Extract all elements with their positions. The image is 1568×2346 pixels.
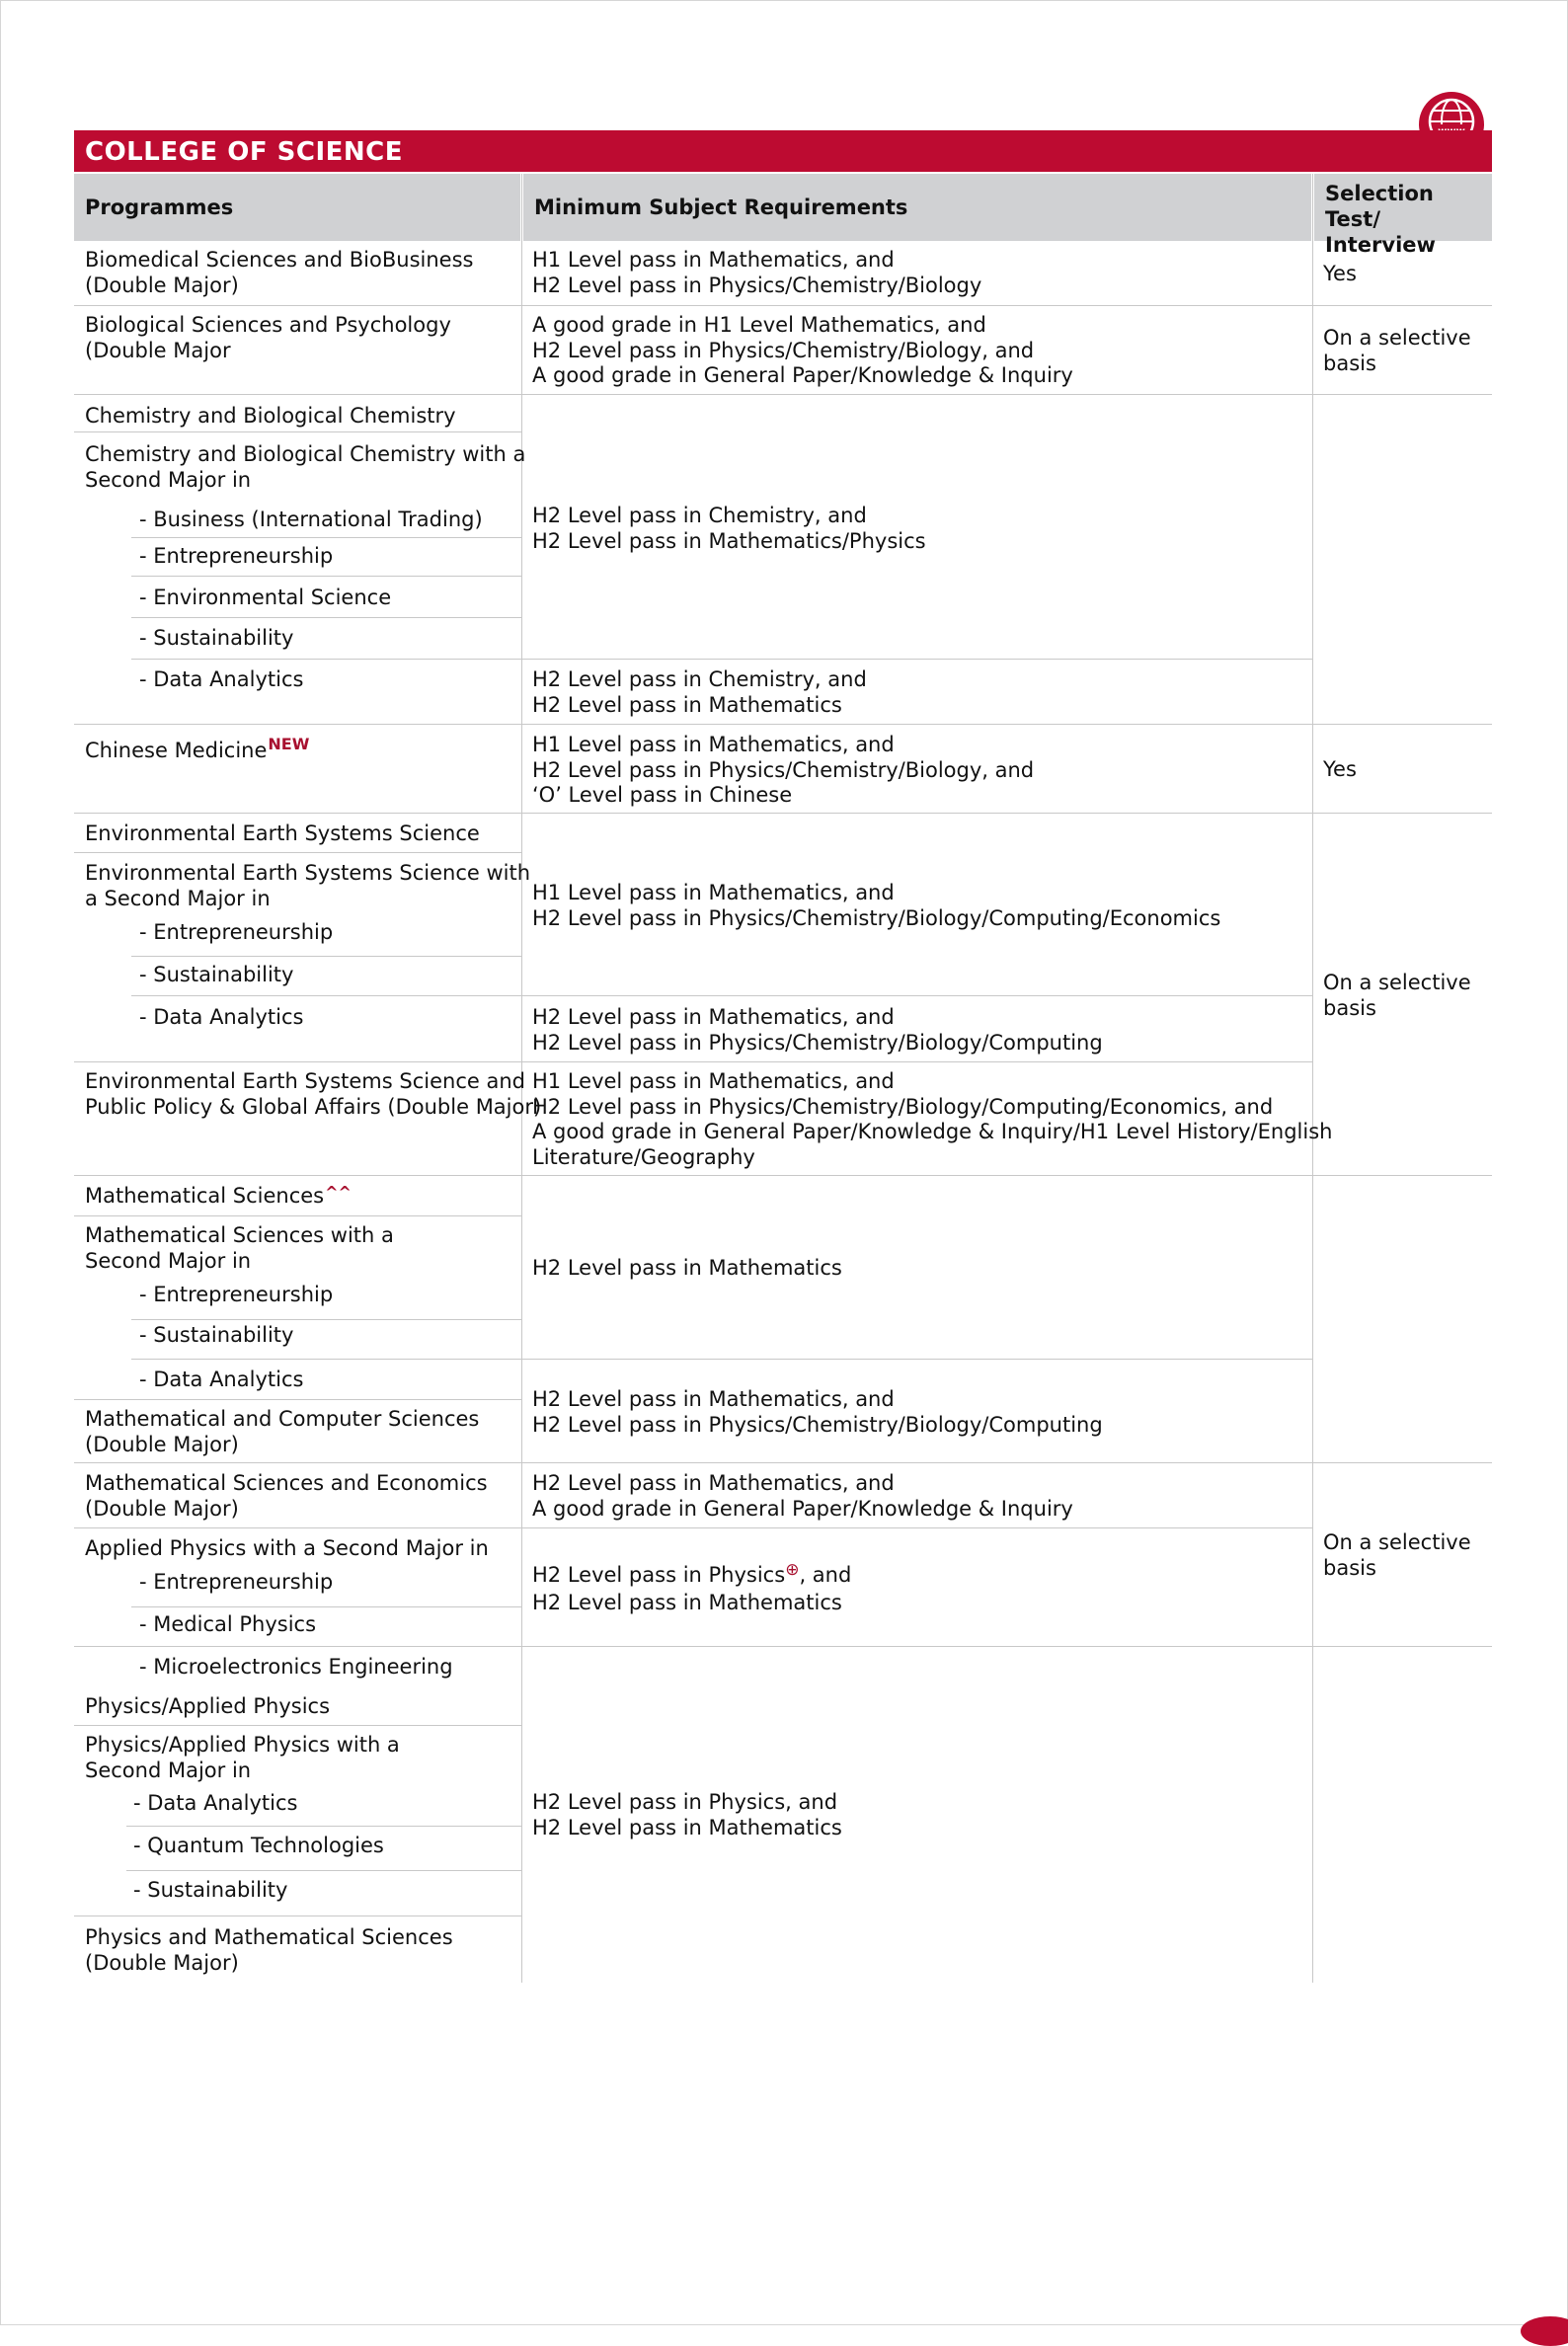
requirement-line: Literature/Geography	[532, 1144, 755, 1169]
requirement-line: H2 Level pass in Physics/Chemistry/Biology/Computing/Economics, and	[532, 1094, 1274, 1119]
programme-item	[85, 248, 473, 298]
second-major-item: - Microelectronics Engineering	[139, 1655, 453, 1679]
row-rule	[74, 1175, 1492, 1176]
new-badge: NEW	[268, 735, 310, 753]
programme-item: Chemistry and Biological Chemistry	[85, 404, 456, 428]
requirement-text: , and	[799, 1563, 852, 1587]
row-rule	[74, 305, 1492, 306]
requirement-line: H2 Level pass in Physics/Chemistry/Biology, and	[532, 757, 1035, 782]
prog-rule	[131, 1319, 521, 1320]
selection-test-line: basis	[1323, 1555, 1376, 1580]
programme-item	[85, 442, 525, 493]
req-rule	[74, 1527, 1312, 1528]
programme-name: (Double Major	[85, 338, 231, 362]
second-major-item: - Sustainability	[139, 1323, 294, 1347]
second-major-item: - Entrepreneurship	[139, 1283, 334, 1306]
requirement-line: A good grade in General Paper/Knowledge & Inquiry	[532, 1496, 1073, 1521]
requirement-cell	[532, 1471, 1073, 1522]
circle-plus-mark: ⊕	[785, 1560, 800, 1580]
second-major-item: - Medical Physics	[139, 1612, 317, 1636]
requirement-line: A good grade in General Paper/Knowledge & Inquiry/H1 Level History/English	[532, 1120, 1333, 1143]
prog-rule	[131, 537, 521, 538]
programme-name: Chemistry and Biological Chemistry with a	[85, 442, 526, 466]
requirement-cell	[532, 1560, 852, 1615]
requirement-line: H2 Level pass in Chemistry, and	[532, 667, 867, 691]
row-rule	[74, 813, 1492, 814]
header-programmes: Programmes	[74, 174, 520, 241]
second-major-item: - Sustainability	[139, 626, 294, 650]
programme-name: Second Major in	[85, 467, 252, 492]
requirement-line: A good grade in General Paper/Knowledge & Inquiry	[532, 363, 1073, 387]
requirement-line: H2 Level pass in Physics, and	[532, 1790, 838, 1814]
prog-rule	[131, 956, 521, 957]
second-major-item: - Sustainability	[139, 963, 294, 986]
selection-test-cell: Yes	[1323, 757, 1357, 781]
second-major-item: - Environmental Science	[139, 586, 392, 609]
requirement-line: H2 Level pass in Mathematics, and	[532, 1471, 895, 1495]
requirement-line: H2 Level pass in Physics/Chemistry/Biology/Computing	[532, 1030, 1103, 1055]
programme-name: Second Major in	[85, 1248, 252, 1273]
programme-name: Physics/Applied Physics with a	[85, 1733, 400, 1757]
programme-name: Physics and Mathematical Sciences	[85, 1925, 453, 1949]
requirement-line: H2 Level pass in Mathematics	[532, 1815, 842, 1839]
programme-name: (Double Major)	[85, 273, 239, 297]
programme-item	[85, 1407, 479, 1457]
college-title-bar: COLLEGE OF SCIENCE	[74, 130, 1492, 172]
req-rule	[131, 1359, 1312, 1360]
selection-test-line: basis	[1323, 351, 1376, 375]
req-rule	[131, 659, 1312, 660]
programme-name: Mathematical Sciences with a	[85, 1223, 394, 1247]
selection-test-cell	[1323, 1530, 1471, 1581]
requirement-line: H2 Level pass in Physics/Chemistry/Biology/Computing	[532, 1412, 1103, 1437]
requirement-line: H2 Level pass in Mathematics	[532, 692, 842, 717]
requirement-line: H2 Level pass in Mathematics/Physics	[532, 528, 926, 553]
row-rule	[74, 724, 1492, 725]
requirement-line: H1 Level pass in Mathematics, and	[532, 248, 895, 272]
programme-item: Environmental Earth Systems Science	[85, 821, 480, 845]
second-major-item: - Data Analytics	[139, 667, 304, 691]
requirement-cell	[532, 881, 1220, 931]
programme-item: Physics/Applied Physics	[85, 1694, 331, 1718]
programme-item	[85, 1069, 541, 1120]
programme-item	[85, 1184, 352, 1211]
programme-name: (Double Major)	[85, 1950, 239, 1975]
requirement-line: H1 Level pass in Mathematics, and	[532, 881, 895, 904]
requirement-text: H2 Level pass in Physics	[532, 1563, 786, 1587]
programme-name: Public Policy & Global Affairs (Double Major)	[85, 1094, 542, 1119]
requirement-line: H2 Level pass in Physics/Chemistry/Biology	[532, 273, 982, 297]
programme-name: Biological Sciences and Psychology	[85, 313, 451, 337]
prog-rule	[126, 1826, 521, 1827]
requirement-line: H2 Level pass in Mathematics	[532, 1590, 842, 1614]
requirement-cell	[532, 1790, 842, 1840]
selection-test-cell	[1323, 326, 1471, 376]
caret-mark: ^^	[325, 1183, 352, 1202]
row-rule	[74, 1462, 1492, 1463]
programme-name: Environmental Earth Systems Science and	[85, 1069, 525, 1093]
second-major-item: - Sustainability	[133, 1878, 288, 1902]
programme-name: Second Major in	[85, 1758, 252, 1782]
second-major-item: - Entrepreneurship	[139, 544, 334, 568]
prog-rule	[131, 576, 521, 577]
programme-name: (Double Major)	[85, 1432, 239, 1456]
selection-test-line: basis	[1323, 995, 1376, 1020]
requirement-cell	[532, 1005, 1103, 1056]
prog-rule	[74, 431, 521, 432]
programme-item	[85, 861, 530, 911]
page-corner-dot	[1521, 2316, 1568, 2346]
second-major-item: - Entrepreneurship	[139, 1570, 334, 1594]
req-rule	[131, 995, 1312, 996]
programme-item	[85, 1733, 400, 1783]
second-major-item: - Data Analytics	[133, 1791, 298, 1815]
second-major-item: - Business (International Trading)	[139, 508, 483, 531]
selection-test-line: On a selective	[1323, 1530, 1471, 1554]
prog-rule	[74, 1725, 521, 1726]
programme-item	[85, 1925, 453, 1976]
programme-name: (Double Major)	[85, 1496, 239, 1521]
requirement-cell	[532, 313, 1073, 389]
second-major-item: - Entrepreneurship	[139, 920, 334, 944]
programme-name: Mathematical Sciences	[85, 1184, 325, 1208]
header-selection-test	[1314, 174, 1492, 257]
programme-name: a Second Major in	[85, 886, 271, 910]
programme-name: Chinese Medicine	[85, 739, 268, 762]
requirement-line: H1 Level pass in Mathematics, and	[532, 1069, 895, 1093]
header-test-line1: Selection Test/	[1325, 182, 1434, 231]
programme-name: Biomedical Sciences and BioBusiness	[85, 248, 474, 272]
requirement-line: H1 Level pass in Mathematics, and	[532, 733, 895, 756]
prog-rule	[74, 1215, 521, 1216]
prog-rule	[126, 1870, 521, 1871]
programme-name: Environmental Earth Systems Science with	[85, 861, 531, 885]
selection-test-cell	[1323, 971, 1471, 1021]
second-major-item: - Data Analytics	[139, 1368, 304, 1391]
second-major-item: - Data Analytics	[139, 1005, 304, 1029]
selection-test-line: On a selective	[1323, 971, 1471, 994]
requirement-cell	[532, 1387, 1103, 1438]
programme-item: Applied Physics with a Second Major in	[85, 1536, 489, 1560]
programme-name: Mathematical Sciences and Economics	[85, 1471, 488, 1495]
programme-item	[85, 1471, 488, 1522]
programme-item	[85, 313, 451, 363]
selection-test-cell: Yes	[1323, 262, 1357, 285]
requirement-cell	[532, 248, 981, 298]
programme-name: Mathematical and Computer Sciences	[85, 1407, 480, 1431]
requirement-cell	[532, 733, 1034, 809]
header-requirements: Minimum Subject Requirements	[523, 174, 1311, 241]
requirement-line: H2 Level pass in Chemistry, and	[532, 504, 867, 527]
requirement-cell	[532, 1256, 842, 1282]
requirement-line: H2 Level pass in Mathematics, and	[532, 1005, 895, 1029]
req-rule	[131, 1646, 1312, 1647]
requirement-line: H2 Level pass in Physics/Chemistry/Biology/Computing/Economics	[532, 905, 1221, 930]
req-rule	[74, 1061, 1312, 1062]
prog-rule	[74, 1399, 521, 1400]
prog-rule	[131, 617, 521, 618]
requirement-line: H2 Level pass in Mathematics, and	[532, 1387, 895, 1411]
requirement-line: A good grade in H1 Level Mathematics, and	[532, 313, 986, 337]
row-rule	[74, 394, 1492, 395]
requirement-line: H2 Level pass in Physics/Chemistry/Biology, and	[532, 338, 1035, 362]
requirement-cell	[532, 1069, 1332, 1170]
header-test-line2: Interview	[1325, 233, 1436, 257]
programme-item	[85, 1223, 394, 1274]
requirement-line: ‘O’ Level pass in Chinese	[532, 783, 793, 807]
requirement-cell	[532, 667, 867, 718]
programme-item	[85, 735, 310, 765]
prog-rule	[131, 1606, 521, 1607]
prog-rule	[74, 852, 521, 853]
requirement-line	[532, 1560, 852, 1591]
selection-test-line: On a selective	[1323, 326, 1471, 350]
requirement-cell	[532, 504, 926, 554]
second-major-item: - Quantum Technologies	[133, 1834, 384, 1857]
requirement-line: H2 Level pass in Mathematics	[532, 1256, 842, 1280]
